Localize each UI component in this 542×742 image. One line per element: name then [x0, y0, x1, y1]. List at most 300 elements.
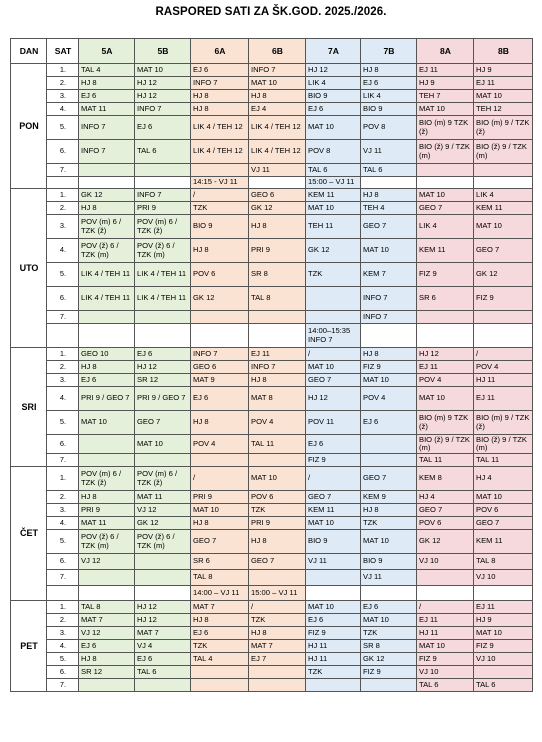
lesson-cell-8b: MAT 10	[474, 215, 533, 239]
lesson-cell-8b: TAL 8	[474, 554, 533, 570]
period-number: 6.	[47, 666, 79, 679]
extra-cell-8a	[417, 177, 474, 189]
lesson-cell-6a: EJ 6	[191, 627, 249, 640]
period-number: 4.	[47, 239, 79, 263]
extra-cell-6b	[249, 324, 306, 348]
lesson-cell-5a	[79, 435, 135, 454]
period-row	[11, 311, 533, 324]
lesson-cell-5b: PRI 9 / GEO 7	[135, 387, 191, 411]
lesson-cell-8a: BIO (m) 9 TZK (ž)	[417, 116, 474, 140]
lesson-cell-5a: LIK 4 / TEH 11	[79, 287, 135, 311]
lesson-cell-5b: GEO 7	[135, 411, 191, 435]
lesson-cell-5b	[135, 164, 191, 177]
lesson-cell-7b	[361, 679, 417, 692]
header-class-6a: 6A	[191, 39, 249, 64]
lesson-cell-6a: LIK 4 / TEH 12	[191, 140, 249, 164]
lesson-cell-5b: HJ 12	[135, 361, 191, 374]
lesson-cell-7a: GK 12	[306, 239, 361, 263]
lesson-cell-8a: POV 6	[417, 517, 474, 530]
period-number: 7.	[47, 164, 79, 177]
lesson-cell-7b: FIZ 9	[361, 361, 417, 374]
extra-cell-8a	[417, 324, 474, 348]
lesson-cell-6a: /	[191, 467, 249, 491]
lesson-cell-8a: TAL 6	[417, 679, 474, 692]
period-number: 7.	[47, 679, 79, 692]
period-row	[11, 554, 533, 570]
lesson-cell-7b: BIO 9	[361, 103, 417, 116]
period-row	[11, 90, 533, 103]
period-number: 4.	[47, 387, 79, 411]
period-number: 3.	[47, 627, 79, 640]
period-row	[11, 454, 533, 467]
lesson-cell-7a: VJ 11	[306, 554, 361, 570]
lesson-cell-5a: POV (ž) 6 / TZK (m)	[79, 530, 135, 554]
lesson-cell-6b: EJ 11	[249, 348, 306, 361]
period-row	[11, 504, 533, 517]
lesson-cell-6b: MAT 10	[249, 77, 306, 90]
lesson-cell-5b: MAT 7	[135, 627, 191, 640]
lesson-cell-6a: /	[191, 189, 249, 202]
day-label: UTO	[11, 189, 47, 348]
lesson-cell-5b: EJ 6	[135, 116, 191, 140]
lesson-cell-5a: SR 12	[79, 666, 135, 679]
extra-cell-7a: 14:00–15:35 INFO 7	[306, 324, 361, 348]
lesson-cell-8a: BIO (ž) 9 / TZK (m)	[417, 435, 474, 454]
period-row	[11, 666, 533, 679]
lesson-cell-8b: HJ 9	[474, 64, 533, 77]
lesson-cell-6a	[191, 666, 249, 679]
extra-cell-8b	[474, 177, 533, 189]
lesson-cell-6a: POV 4	[191, 435, 249, 454]
lesson-cell-7a: EJ 6	[306, 435, 361, 454]
lesson-cell-8b: BIO (m) 9 / TZK (ž)	[474, 411, 533, 435]
lesson-cell-5b: POV (ž) 6 / TZK (m)	[135, 239, 191, 263]
page-title: RASPORED SATI ZA ŠK.GOD. 2025./2026.	[155, 6, 387, 18]
period-number: 2.	[47, 361, 79, 374]
lesson-cell-6a: LIK 4 / TEH 12	[191, 116, 249, 140]
lesson-cell-6b: HJ 8	[249, 627, 306, 640]
extra-cell-5b	[135, 324, 191, 348]
period-row	[11, 287, 533, 311]
lesson-cell-6b: GK 12	[249, 202, 306, 215]
lesson-cell-5a: PRI 9 / GEO 7	[79, 387, 135, 411]
period-number: 2.	[47, 491, 79, 504]
lesson-cell-6b: /	[249, 601, 306, 614]
period-row	[11, 411, 533, 435]
lesson-cell-6a: HJ 8	[191, 90, 249, 103]
lesson-cell-6b: HJ 8	[249, 90, 306, 103]
period-number: 3.	[47, 504, 79, 517]
lesson-cell-8a	[417, 164, 474, 177]
lesson-cell-5a: LIK 4 / TEH 11	[79, 263, 135, 287]
lesson-cell-6b: EJ 4	[249, 103, 306, 116]
header-sat: SAT	[47, 39, 79, 64]
lesson-cell-8a: MAT 10	[417, 189, 474, 202]
lesson-cell-8a: MAT 10	[417, 640, 474, 653]
lesson-cell-6a: SR 6	[191, 554, 249, 570]
lesson-cell-7a: FIZ 9	[306, 454, 361, 467]
lesson-cell-8a: HJ 12	[417, 348, 474, 361]
lesson-cell-8a: VJ 10	[417, 666, 474, 679]
lesson-cell-7a: GEO 7	[306, 491, 361, 504]
lesson-cell-6b	[249, 570, 306, 586]
lesson-cell-8a: LIK 4	[417, 215, 474, 239]
lesson-cell-8b: KEM 11	[474, 530, 533, 554]
period-row	[11, 348, 533, 361]
lesson-cell-6a: TAL 4	[191, 653, 249, 666]
lesson-cell-5a: EJ 6	[79, 90, 135, 103]
period-number: 1.	[47, 189, 79, 202]
lesson-cell-6b	[249, 311, 306, 324]
period-number: 4.	[47, 640, 79, 653]
lesson-cell-8b	[474, 311, 533, 324]
lesson-cell-7a: /	[306, 467, 361, 491]
header-class-5a: 5A	[79, 39, 135, 64]
period-number: 1.	[47, 601, 79, 614]
period-row	[11, 530, 533, 554]
lesson-cell-5a: POV (m) 6 / TZK (ž)	[79, 467, 135, 491]
lesson-cell-6b: SR 8	[249, 263, 306, 287]
lesson-cell-5b: POV (m) 6 / TZK (ž)	[135, 467, 191, 491]
schedule-table	[10, 38, 533, 692]
lesson-cell-5a: MAT 7	[79, 614, 135, 627]
lesson-cell-5b: HJ 12	[135, 614, 191, 627]
lesson-cell-8b: GEO 7	[474, 517, 533, 530]
header-class-8a: 8A	[417, 39, 474, 64]
lesson-cell-6a: GEO 7	[191, 530, 249, 554]
lesson-cell-7a: HJ 12	[306, 387, 361, 411]
lesson-cell-5a: HJ 8	[79, 77, 135, 90]
lesson-cell-5a: MAT 10	[79, 411, 135, 435]
lesson-cell-7a: KEM 11	[306, 189, 361, 202]
lesson-cell-5b: VJ 4	[135, 640, 191, 653]
period-row	[11, 263, 533, 287]
lesson-cell-8a: GK 12	[417, 530, 474, 554]
lesson-cell-7b: INFO 7	[361, 311, 417, 324]
lesson-cell-7b	[361, 454, 417, 467]
lesson-cell-6b: GEO 6	[249, 189, 306, 202]
lesson-cell-6b: HJ 8	[249, 374, 306, 387]
period-row	[11, 491, 533, 504]
lesson-cell-5b: POV (m) 6 / TZK (ž)	[135, 215, 191, 239]
lesson-cell-6b: MAT 7	[249, 640, 306, 653]
lesson-cell-6b: HJ 8	[249, 530, 306, 554]
lesson-cell-7a: MAT 10	[306, 601, 361, 614]
lesson-cell-5b: TAL 6	[135, 666, 191, 679]
lesson-cell-8b: VJ 10	[474, 570, 533, 586]
lesson-cell-7a: MAT 10	[306, 116, 361, 140]
lesson-cell-8a: EJ 11	[417, 64, 474, 77]
lesson-cell-6a: TAL 8	[191, 570, 249, 586]
day-label: PET	[11, 601, 47, 692]
lesson-cell-6b: TAL 8	[249, 287, 306, 311]
lesson-cell-8a	[417, 570, 474, 586]
lesson-cell-6b: POV 4	[249, 411, 306, 435]
lesson-cell-6a: GEO 6	[191, 361, 249, 374]
lesson-cell-8b: HJ 11	[474, 374, 533, 387]
extra-cell-7b	[361, 324, 417, 348]
lesson-cell-5b: SR 12	[135, 374, 191, 387]
lesson-cell-6a: HJ 8	[191, 517, 249, 530]
lesson-cell-6a	[191, 311, 249, 324]
lesson-cell-7a: GEO 7	[306, 374, 361, 387]
lesson-cell-5b: PRI 9	[135, 202, 191, 215]
lesson-cell-5b: POV (ž) 6 / TZK (m)	[135, 530, 191, 554]
period-number: 3.	[47, 90, 79, 103]
lesson-cell-8a: HJ 11	[417, 627, 474, 640]
lesson-cell-8a: GEO 7	[417, 202, 474, 215]
lesson-cell-5a: POV (m) 6 / TZK (ž)	[79, 215, 135, 239]
lesson-cell-7b: VJ 11	[361, 570, 417, 586]
lesson-cell-5a	[79, 570, 135, 586]
lesson-cell-7a: BIO 9	[306, 530, 361, 554]
lesson-cell-6a: INFO 7	[191, 77, 249, 90]
lesson-cell-6b: LIK 4 / TEH 12	[249, 140, 306, 164]
lesson-cell-8b: HJ 9	[474, 614, 533, 627]
lesson-cell-5b: MAT 10	[135, 435, 191, 454]
lesson-cell-7b: HJ 8	[361, 504, 417, 517]
lesson-cell-5b: LIK 4 / TEH 11	[135, 263, 191, 287]
lesson-cell-8b: FIZ 9	[474, 640, 533, 653]
period-number: 1.	[47, 64, 79, 77]
lesson-cell-8b: VJ 10	[474, 653, 533, 666]
lesson-cell-7a: POV 11	[306, 411, 361, 435]
lesson-cell-7b: GEO 7	[361, 467, 417, 491]
lesson-cell-5b: TAL 6	[135, 140, 191, 164]
lesson-cell-6b: POV 6	[249, 491, 306, 504]
lesson-cell-8b: BIO (ž) 9 / TZK (m)	[474, 435, 533, 454]
lesson-cell-8b: MAT 10	[474, 90, 533, 103]
lesson-cell-7a: TEH 11	[306, 215, 361, 239]
lesson-cell-6b: TAL 11	[249, 435, 306, 454]
extra-cell-6a	[191, 324, 249, 348]
period-number: 5.	[47, 653, 79, 666]
period-number: 6.	[47, 140, 79, 164]
lesson-cell-7b: KEM 9	[361, 491, 417, 504]
lesson-cell-5b: INFO 7	[135, 103, 191, 116]
lesson-cell-7b: LIK 4	[361, 90, 417, 103]
extra-cell-5a	[79, 177, 135, 189]
lesson-cell-6b	[249, 454, 306, 467]
lesson-cell-8b: MAT 10	[474, 627, 533, 640]
period-row	[11, 679, 533, 692]
period-row	[11, 467, 533, 491]
period-number: 6.	[47, 554, 79, 570]
lesson-cell-6a: GK 12	[191, 287, 249, 311]
period-row	[11, 640, 533, 653]
lesson-cell-7b: MAT 10	[361, 239, 417, 263]
lesson-cell-6a	[191, 164, 249, 177]
lesson-cell-7a: HJ 11	[306, 640, 361, 653]
lesson-cell-8a: FIZ 9	[417, 653, 474, 666]
lesson-cell-8a: KEM 11	[417, 239, 474, 263]
lesson-cell-8a: TAL 11	[417, 454, 474, 467]
lesson-cell-8b: FIZ 9	[474, 287, 533, 311]
lesson-cell-8b: GK 12	[474, 263, 533, 287]
lesson-cell-7a: POV 8	[306, 140, 361, 164]
period-row	[11, 189, 533, 202]
lesson-cell-7a: EJ 6	[306, 103, 361, 116]
lesson-cell-7a: MAT 10	[306, 361, 361, 374]
lesson-cell-7b: EJ 6	[361, 77, 417, 90]
lesson-cell-7b: GK 12	[361, 653, 417, 666]
lesson-cell-5a: INFO 7	[79, 116, 135, 140]
lesson-cell-5a: TAL 8	[79, 601, 135, 614]
lesson-cell-5a: HJ 8	[79, 361, 135, 374]
lesson-cell-7a	[306, 311, 361, 324]
period-row	[11, 614, 533, 627]
extra-cell-7a: 15:00 – VJ 11	[306, 177, 361, 189]
lesson-cell-7b: SR 8	[361, 640, 417, 653]
period-number: 3.	[47, 374, 79, 387]
lesson-cell-5a: PRI 9	[79, 504, 135, 517]
lesson-cell-7b: FIZ 9	[361, 666, 417, 679]
lesson-cell-7a: HJ 11	[306, 653, 361, 666]
lesson-cell-5a	[79, 164, 135, 177]
extra-cell-8b	[474, 586, 533, 601]
lesson-cell-5b: EJ 6	[135, 348, 191, 361]
lesson-cell-7b: MAT 10	[361, 530, 417, 554]
lesson-cell-8a: HJ 4	[417, 491, 474, 504]
extra-row	[11, 324, 533, 348]
lesson-cell-8a: KEM 8	[417, 467, 474, 491]
lesson-cell-5b: MAT 11	[135, 491, 191, 504]
extra-period-number	[47, 324, 79, 348]
lesson-cell-8b: BIO (ž) 9 / TZK (m)	[474, 140, 533, 164]
lesson-cell-5a: GEO 10	[79, 348, 135, 361]
lesson-cell-6a: HJ 8	[191, 411, 249, 435]
extra-cell-7b	[361, 177, 417, 189]
lesson-cell-6a: MAT 10	[191, 504, 249, 517]
lesson-cell-7b: TZK	[361, 627, 417, 640]
period-row	[11, 435, 533, 454]
period-row	[11, 202, 533, 215]
lesson-cell-6a: INFO 7	[191, 348, 249, 361]
lesson-cell-5b: EJ 6	[135, 653, 191, 666]
period-row	[11, 77, 533, 90]
lesson-cell-6a: POV 6	[191, 263, 249, 287]
lesson-cell-7a: TZK	[306, 666, 361, 679]
lesson-cell-6a: EJ 6	[191, 387, 249, 411]
lesson-cell-5a: HJ 8	[79, 653, 135, 666]
lesson-cell-8b	[474, 164, 533, 177]
extra-cell-6a: 14:15 - VJ 11	[191, 177, 249, 189]
lesson-cell-7b: TAL 6	[361, 164, 417, 177]
lesson-cell-5a: HJ 8	[79, 202, 135, 215]
period-row	[11, 116, 533, 140]
lesson-cell-7b: BIO 9	[361, 554, 417, 570]
period-number: 7.	[47, 311, 79, 324]
lesson-cell-7b: TEH 4	[361, 202, 417, 215]
extra-period-number	[47, 177, 79, 189]
lesson-cell-7a	[306, 287, 361, 311]
lesson-cell-5a: POV (ž) 6 / TZK (m)	[79, 239, 135, 263]
lesson-cell-5a: INFO 7	[79, 140, 135, 164]
period-number: 6.	[47, 287, 79, 311]
lesson-cell-6b: EJ 7	[249, 653, 306, 666]
lesson-cell-8a: MAT 10	[417, 103, 474, 116]
lesson-cell-5b	[135, 679, 191, 692]
lesson-cell-6b: VJ 11	[249, 164, 306, 177]
lesson-cell-6b: GEO 7	[249, 554, 306, 570]
day-label: PON	[11, 64, 47, 189]
lesson-cell-6a: TZK	[191, 640, 249, 653]
lesson-cell-5b: LIK 4 / TEH 11	[135, 287, 191, 311]
lesson-cell-8b: EJ 11	[474, 601, 533, 614]
lesson-cell-5a: TAL 4	[79, 64, 135, 77]
period-row	[11, 215, 533, 239]
lesson-cell-7a: EJ 6	[306, 614, 361, 627]
lesson-cell-5b	[135, 554, 191, 570]
lesson-cell-7b	[361, 435, 417, 454]
period-number: 5.	[47, 116, 79, 140]
lesson-cell-7a: TZK	[306, 263, 361, 287]
lesson-cell-7b: HJ 8	[361, 189, 417, 202]
extra-cell-7b	[361, 586, 417, 601]
lesson-cell-8b: BIO (m) 9 / TZK (ž)	[474, 116, 533, 140]
lesson-cell-8b	[474, 666, 533, 679]
lesson-cell-8b: TEH 12	[474, 103, 533, 116]
lesson-cell-6a: EJ 6	[191, 64, 249, 77]
lesson-cell-7a: FIZ 9	[306, 627, 361, 640]
header-class-6b: 6B	[249, 39, 306, 64]
lesson-cell-5b	[135, 454, 191, 467]
lesson-cell-6b: INFO 7	[249, 64, 306, 77]
lesson-cell-6b: LIK 4 / TEH 12	[249, 116, 306, 140]
lesson-cell-8a: /	[417, 601, 474, 614]
lesson-cell-8b: KEM 11	[474, 202, 533, 215]
lesson-cell-6b: MAT 8	[249, 387, 306, 411]
lesson-cell-8a: FIZ 9	[417, 263, 474, 287]
lesson-cell-7b: HJ 8	[361, 64, 417, 77]
lesson-cell-6a: PRI 9	[191, 491, 249, 504]
lesson-cell-7a: KEM 11	[306, 504, 361, 517]
header-class-7b: 7B	[361, 39, 417, 64]
lesson-cell-6b: TZK	[249, 504, 306, 517]
lesson-cell-5a	[79, 311, 135, 324]
lesson-cell-6b: TZK	[249, 614, 306, 627]
period-number: 5.	[47, 530, 79, 554]
extra-cell-7a	[306, 586, 361, 601]
lesson-cell-7a	[306, 570, 361, 586]
lesson-cell-8a: EJ 11	[417, 361, 474, 374]
lesson-cell-8a: VJ 10	[417, 554, 474, 570]
period-row	[11, 361, 533, 374]
lesson-cell-5a	[79, 679, 135, 692]
period-row	[11, 627, 533, 640]
period-number: 2.	[47, 614, 79, 627]
extra-cell-5a	[79, 324, 135, 348]
period-number: 4.	[47, 517, 79, 530]
period-number: 2.	[47, 77, 79, 90]
lesson-cell-6b: HJ 8	[249, 215, 306, 239]
lesson-cell-6b: PRI 9	[249, 517, 306, 530]
lesson-cell-5a	[79, 454, 135, 467]
lesson-cell-6a	[191, 454, 249, 467]
lesson-cell-7b: MAT 10	[361, 374, 417, 387]
period-number: 5.	[47, 263, 79, 287]
lesson-cell-5b: HJ 12	[135, 77, 191, 90]
lesson-cell-8b: TAL 11	[474, 454, 533, 467]
lesson-cell-8b: /	[474, 348, 533, 361]
lesson-cell-8a: EJ 11	[417, 614, 474, 627]
lesson-cell-7b: POV 8	[361, 116, 417, 140]
extra-cell-6b: 15:00 – VJ 11	[249, 586, 306, 601]
lesson-cell-8a: TEH 7	[417, 90, 474, 103]
period-number: 5.	[47, 411, 79, 435]
period-number: 1.	[47, 348, 79, 361]
period-row	[11, 387, 533, 411]
